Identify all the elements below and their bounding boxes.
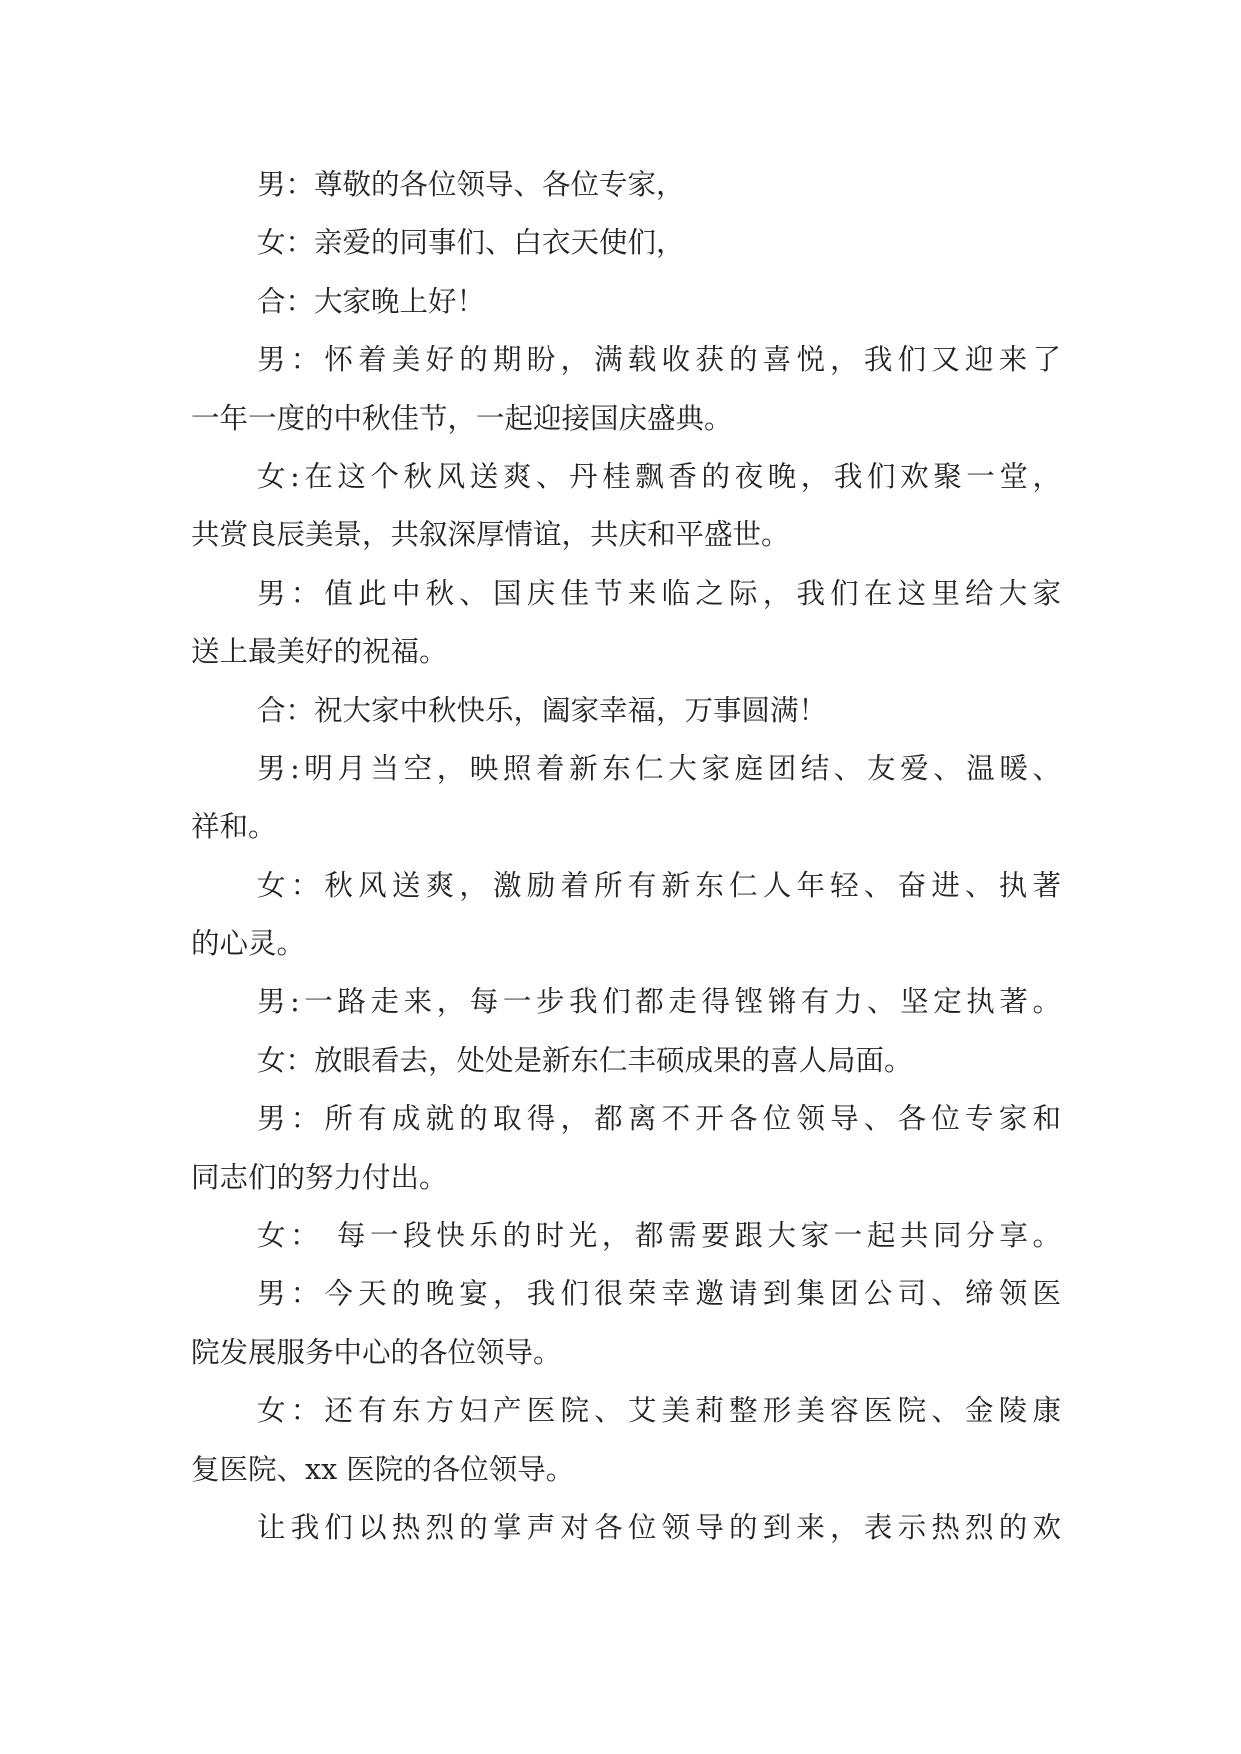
text-line: 祥和。	[191, 810, 277, 844]
text-line: 的心灵。	[191, 927, 306, 961]
text-line: 男：今天的晚宴，我们很荣幸邀请到集团公司、缔领医	[257, 1277, 1061, 1311]
text-line: 女：亲爱的同事们、白衣天使们，	[257, 226, 685, 260]
text-line: 男:一路走来，每一步我们都走得铿锵有力、坚定执著。	[257, 985, 1061, 1019]
text-line: 院发展服务中心的各位领导。	[191, 1335, 562, 1369]
text-line: 男:明月当空，映照着新东仁大家庭团结、友爱、温暖、	[257, 751, 1061, 785]
text-line: 女:在这个秋风送爽、丹桂飘香的夜晚，我们欢聚一堂，	[257, 459, 1061, 493]
text-line: 合：祝大家中秋快乐，阖家幸福，万事圆满！	[257, 693, 828, 727]
text-line: 合：大家晚上好！	[257, 284, 486, 318]
text-line: 共赏良辰美景，共叙深厚情谊，共庆和平盛世。	[191, 518, 790, 552]
text-line: 男：怀着美好的期盼，满载收获的喜悦，我们又迎来了	[257, 343, 1061, 377]
text-line: 女：还有东方妇产医院、艾美莉整形美容医院、金陵康	[257, 1394, 1061, 1428]
text-line: 女：放眼看去，处处是新东仁丰硕成果的喜人局面。	[257, 1043, 913, 1077]
text-line: 男：所有成就的取得，都离不开各位领导、各位专家和	[257, 1102, 1061, 1136]
text-line: 男：尊敬的各位领导、各位专家，	[257, 168, 685, 201]
text-line: 一年一度的中秋佳节，一起迎接国庆盛典。	[191, 401, 733, 435]
text-line: 同志们的努力付出。	[191, 1160, 448, 1194]
text-line: 男：值此中秋、国庆佳节来临之际，我们在这里给大家	[257, 576, 1061, 610]
text-line: 复医院、xx 医院的各位领导。	[191, 1452, 575, 1486]
text-line: 女：秋风送爽，激励着所有新东仁人年轻、奋进、执著	[257, 868, 1061, 902]
text-line: 让我们以热烈的掌声对各位领导的到来，表示热烈的欢	[257, 1510, 1061, 1544]
text-line: 女： 每一段快乐的时光，都需要跟大家一起共同分享。	[257, 1219, 1061, 1253]
document-body	[191, 156, 1061, 1557]
text-line: 送上最美好的祝福。	[191, 635, 448, 669]
